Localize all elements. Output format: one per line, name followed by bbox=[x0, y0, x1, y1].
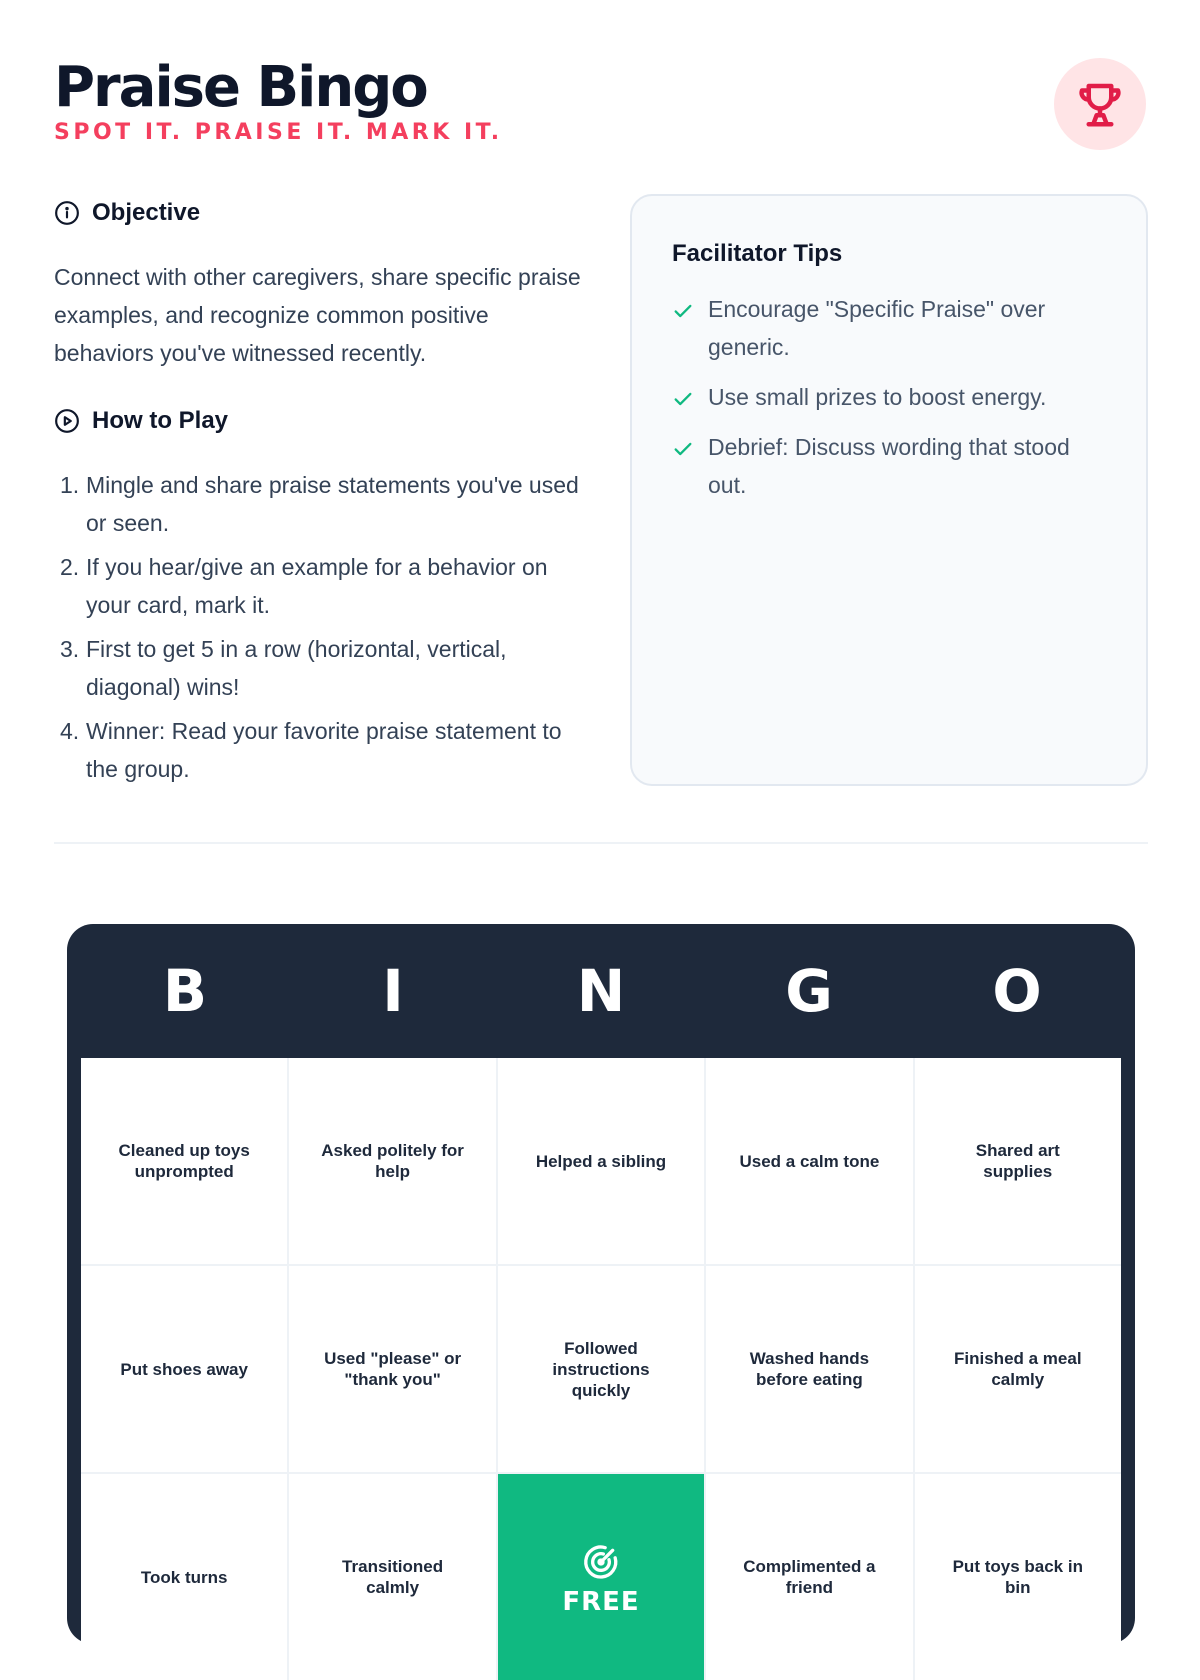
instructions-column bbox=[54, 196, 594, 794]
list-item: 3. First to get 5 in a row (horizontal, vertical, diagonal) wins! bbox=[60, 636, 507, 700]
bingo-cell[interactable]: Used "please" or "thank you" bbox=[289, 1266, 495, 1472]
bingo-cell[interactable]: Followed instructions quickly bbox=[498, 1266, 704, 1472]
tips-title: Facilitator Tips bbox=[672, 240, 843, 267]
objective-text: Connect with other caregivers, share specific praise examples, and recognize common positive behaviors you've witnessed recently. bbox=[54, 264, 581, 366]
bingo-cell[interactable]: Cleaned up toys unprompted bbox=[81, 1058, 287, 1264]
bingo-cell[interactable]: Shared art supplies bbox=[915, 1058, 1121, 1264]
list-item: 1. Mingle and share praise statements you've used or seen. bbox=[60, 472, 579, 536]
target-icon bbox=[581, 1542, 621, 1582]
page-subtitle: SPOT IT. PRAISE IT. MARK IT. bbox=[54, 120, 503, 145]
free-label: FREE bbox=[562, 1586, 640, 1617]
steps-list bbox=[54, 466, 594, 788]
objective-heading-label: Objective bbox=[92, 199, 201, 226]
info-icon bbox=[54, 200, 80, 226]
facilitator-tips-card bbox=[630, 194, 1148, 786]
how-to-play-heading bbox=[54, 404, 594, 438]
list-item: Use small prizes to boost energy. bbox=[672, 378, 1106, 416]
bingo-cell[interactable]: Transitioned calmly bbox=[289, 1474, 495, 1680]
check-icon bbox=[672, 300, 694, 322]
check-icon bbox=[672, 388, 694, 410]
section-divider bbox=[54, 842, 1148, 844]
list-item: Encourage "Specific Praise" over generic. bbox=[672, 290, 1106, 366]
bingo-letter: N bbox=[576, 957, 626, 1025]
how-to-play-label: How to Play bbox=[92, 407, 229, 434]
bingo-cell[interactable]: Washed hands before eating bbox=[706, 1266, 912, 1472]
bingo-letter: I bbox=[382, 957, 404, 1025]
page-title: Praise Bingo bbox=[54, 55, 427, 120]
bingo-cell[interactable]: Helped a sibling bbox=[498, 1058, 704, 1264]
check-icon bbox=[672, 438, 694, 460]
list-item: 2. If you hear/give an example for a behavior on your card, mark it. bbox=[60, 554, 548, 618]
bingo-cell[interactable]: Put shoes away bbox=[81, 1266, 287, 1472]
bingo-letter: O bbox=[992, 957, 1042, 1025]
bingo-cell[interactable]: Finished a meal calmly bbox=[915, 1266, 1121, 1472]
list-item: 4. Winner: Read your favorite praise statement to the group. bbox=[60, 718, 562, 782]
page-header bbox=[54, 56, 1146, 156]
bingo-cell[interactable]: Asked politely for help bbox=[289, 1058, 495, 1264]
bingo-cell[interactable]: Put toys back in bin bbox=[915, 1474, 1121, 1680]
objective-heading bbox=[54, 196, 594, 230]
bingo-card bbox=[67, 924, 1135, 1644]
trophy-icon bbox=[1054, 58, 1146, 150]
bingo-letter: G bbox=[785, 957, 833, 1025]
bingo-cell[interactable]: Used a calm tone bbox=[706, 1058, 912, 1264]
bingo-free-cell[interactable] bbox=[498, 1474, 704, 1680]
play-circle-icon bbox=[54, 408, 80, 434]
bingo-cell[interactable]: Took turns bbox=[81, 1474, 287, 1680]
bingo-grid bbox=[81, 1058, 1121, 1680]
bingo-cell[interactable]: Complimented a friend bbox=[706, 1474, 912, 1680]
bingo-header bbox=[81, 924, 1121, 1058]
bingo-letter: B bbox=[162, 957, 208, 1025]
tips-list bbox=[672, 290, 1106, 504]
list-item: Debrief: Discuss wording that stood out. bbox=[672, 428, 1106, 504]
